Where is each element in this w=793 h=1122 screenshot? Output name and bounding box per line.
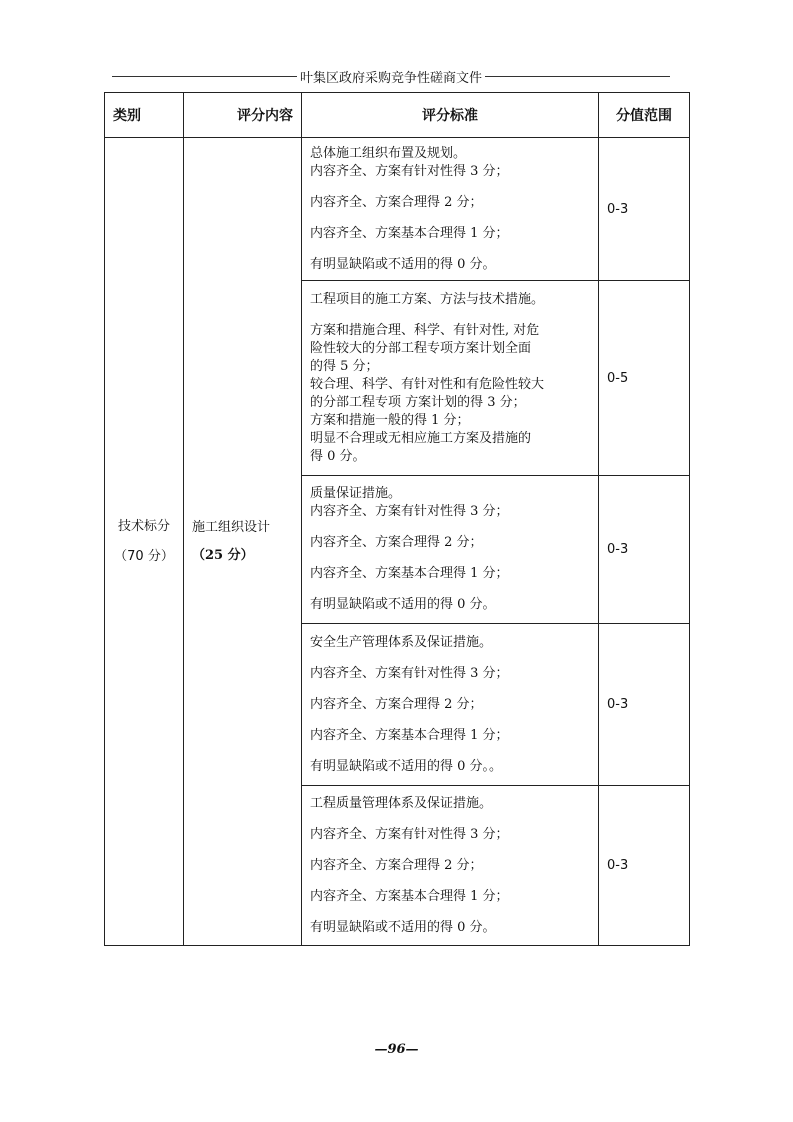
score-cell: 0-3: [599, 624, 690, 786]
criteria-line: 的分部工程专项 方案计划的得 3 分；: [310, 394, 526, 410]
criteria-line: 内容齐全、方案合理得 2 分；: [310, 857, 483, 873]
running-header: [112, 68, 670, 84]
score-cell: 0-3: [599, 786, 690, 946]
score-cell: 0-3: [599, 138, 690, 281]
content-points: （25 分）: [192, 547, 254, 563]
header-title: 叶集区政府采购竞争性磋商文件: [300, 70, 483, 86]
criteria-cell: [302, 786, 599, 946]
criteria-cell: [302, 624, 599, 786]
category-label: 技术标分: [117, 518, 170, 534]
criteria-line: 安全生产管理体系及保证措施。: [310, 634, 493, 650]
table-header-row: [105, 93, 690, 138]
header-content: 评分内容: [184, 93, 302, 138]
criteria-line: 内容齐全、方案合理得 2 分；: [310, 535, 483, 550]
category-points: （70 分）: [114, 548, 174, 564]
score-cell: 0-5: [599, 281, 690, 476]
criteria-line: 工程项目的施工方案、方法与技术措施。: [310, 291, 545, 307]
criteria-line: 得 0 分。: [310, 448, 366, 464]
criteria-line: 质量保证措施。: [310, 486, 402, 501]
header-rule-right: [485, 76, 670, 77]
scoring-table: [104, 92, 690, 946]
criteria-line: 明显不合理或无相应施工方案及措施的: [310, 430, 532, 446]
criteria-line: 内容齐全、方案有针对性得 3 分；: [310, 665, 509, 681]
category-cell: [105, 138, 184, 946]
criteria-line: 有明显缺陷或不适用的得 0 分。: [310, 256, 496, 272]
criteria-line: 有明显缺陷或不适用的得 0 分。: [310, 597, 496, 612]
criteria-line: 内容齐全、方案基本合理得 1 分；: [310, 888, 509, 904]
criteria-line: 内容齐全、方案基本合理得 1 分；: [310, 566, 509, 581]
header-rule-left: [112, 76, 297, 77]
content-label: 施工组织设计: [192, 519, 271, 535]
criteria-line: 内容齐全、方案有针对性得 3 分；: [310, 826, 509, 842]
header-score-range: 分值范围: [599, 93, 690, 138]
criteria-line: 险性较大的分部工程专项方案计划全面: [310, 340, 532, 356]
criteria-line: 内容齐全、方案基本合理得 1 分；: [310, 727, 509, 743]
criteria-cell: [302, 476, 599, 624]
criteria-line: 较合理、科学、有针对性和有危险性较大: [310, 376, 545, 392]
criteria-line: 总体施工组织布置及规划。: [310, 145, 467, 161]
criteria-line: 方案和措施合理、科学、有针对性, 对危: [310, 322, 540, 338]
header-category: 类别: [105, 93, 184, 138]
criteria-line: 工程质量管理体系及保证措施。: [310, 795, 493, 811]
table-row: [105, 138, 690, 281]
content-cell: [184, 138, 302, 946]
criteria-line: 方案和措施一般的得 1 分；: [310, 412, 470, 428]
score-cell: 0-3: [599, 476, 690, 624]
criteria-line: 内容齐全、方案合理得 2 分；: [310, 696, 483, 712]
criteria-line: 内容齐全、方案基本合理得 1 分；: [310, 225, 509, 241]
criteria-line: 内容齐全、方案合理得 2 分；: [310, 194, 483, 210]
criteria-cell: [302, 138, 599, 281]
criteria-line: 内容齐全、方案有针对性得 3 分；: [310, 163, 509, 179]
criteria-line: 的得 5 分；: [310, 358, 379, 374]
criteria-cell: [302, 281, 599, 476]
page-number: —96—: [374, 1042, 419, 1057]
criteria-line: 有明显缺陷或不适用的得 0 分。。: [310, 758, 503, 774]
criteria-line: 有明显缺陷或不适用的得 0 分。: [310, 919, 496, 935]
criteria-line: 内容齐全、方案有针对性得 3 分；: [310, 504, 509, 519]
header-criteria: 评分标准: [302, 93, 599, 138]
